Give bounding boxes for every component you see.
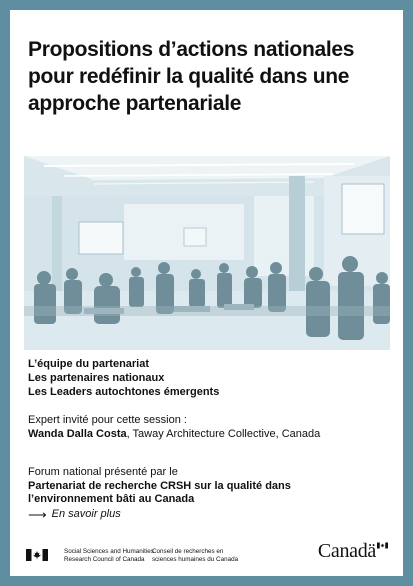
- poster: [10, 10, 403, 576]
- guest-expert-affiliation: , Taway Architecture Collective, Canada: [126, 428, 321, 440]
- forum-intro: Forum national présenté par le: [28, 466, 178, 478]
- sshrc-french-name: [152, 548, 238, 563]
- guest-expert-name: Wanda Dalla Costa: [28, 428, 127, 440]
- canada-wordmark-text: Canadä: [317, 540, 376, 562]
- partners-list: [28, 357, 219, 399]
- learn-more-link[interactable]: En savoir plus: [51, 508, 121, 520]
- sshrc-english-line1: Social Sciences and Humanities: [64, 548, 154, 555]
- guest-expert-line: [28, 427, 320, 441]
- event-photo: [24, 156, 390, 350]
- partners-list-item: Les partenaires nationaux: [28, 372, 165, 384]
- arrow-right-icon: ⟶: [28, 507, 46, 522]
- sshrc-english-line2: Research Council of Canada: [64, 555, 145, 563]
- sshrc-french-line1: Conseil de recherches en: [152, 548, 224, 555]
- partners-list-item: Les Leaders autochtones émergents: [28, 386, 220, 398]
- poster-title: Propositions d’actions nationales pour redéfinir la qualité dans une approche partenariale: [28, 38, 355, 115]
- canada-wordmark: [318, 540, 388, 562]
- partners-list-item: L’équipe du partenariat: [28, 358, 150, 370]
- guest-expert-intro: Expert invité pour cette session :: [28, 414, 187, 426]
- sshrc-english-name: [64, 548, 154, 563]
- learn-more[interactable]: [28, 508, 121, 521]
- footer: [26, 540, 388, 568]
- guest-expert: [28, 413, 320, 441]
- canada-flag-icon: [26, 549, 48, 561]
- event-photo-illustration: [24, 156, 390, 350]
- canada-wordmark-flag-icon: [377, 542, 388, 549]
- forum-partnership-line2: l’environnement bâti au Canada: [28, 493, 195, 505]
- sshrc-french-line2: sciences humaines du Canada: [152, 555, 239, 563]
- forum-presenter: [28, 466, 291, 507]
- forum-partnership-line1: Partenariat de recherche CRSH sur la qualité dans: [28, 479, 291, 492]
